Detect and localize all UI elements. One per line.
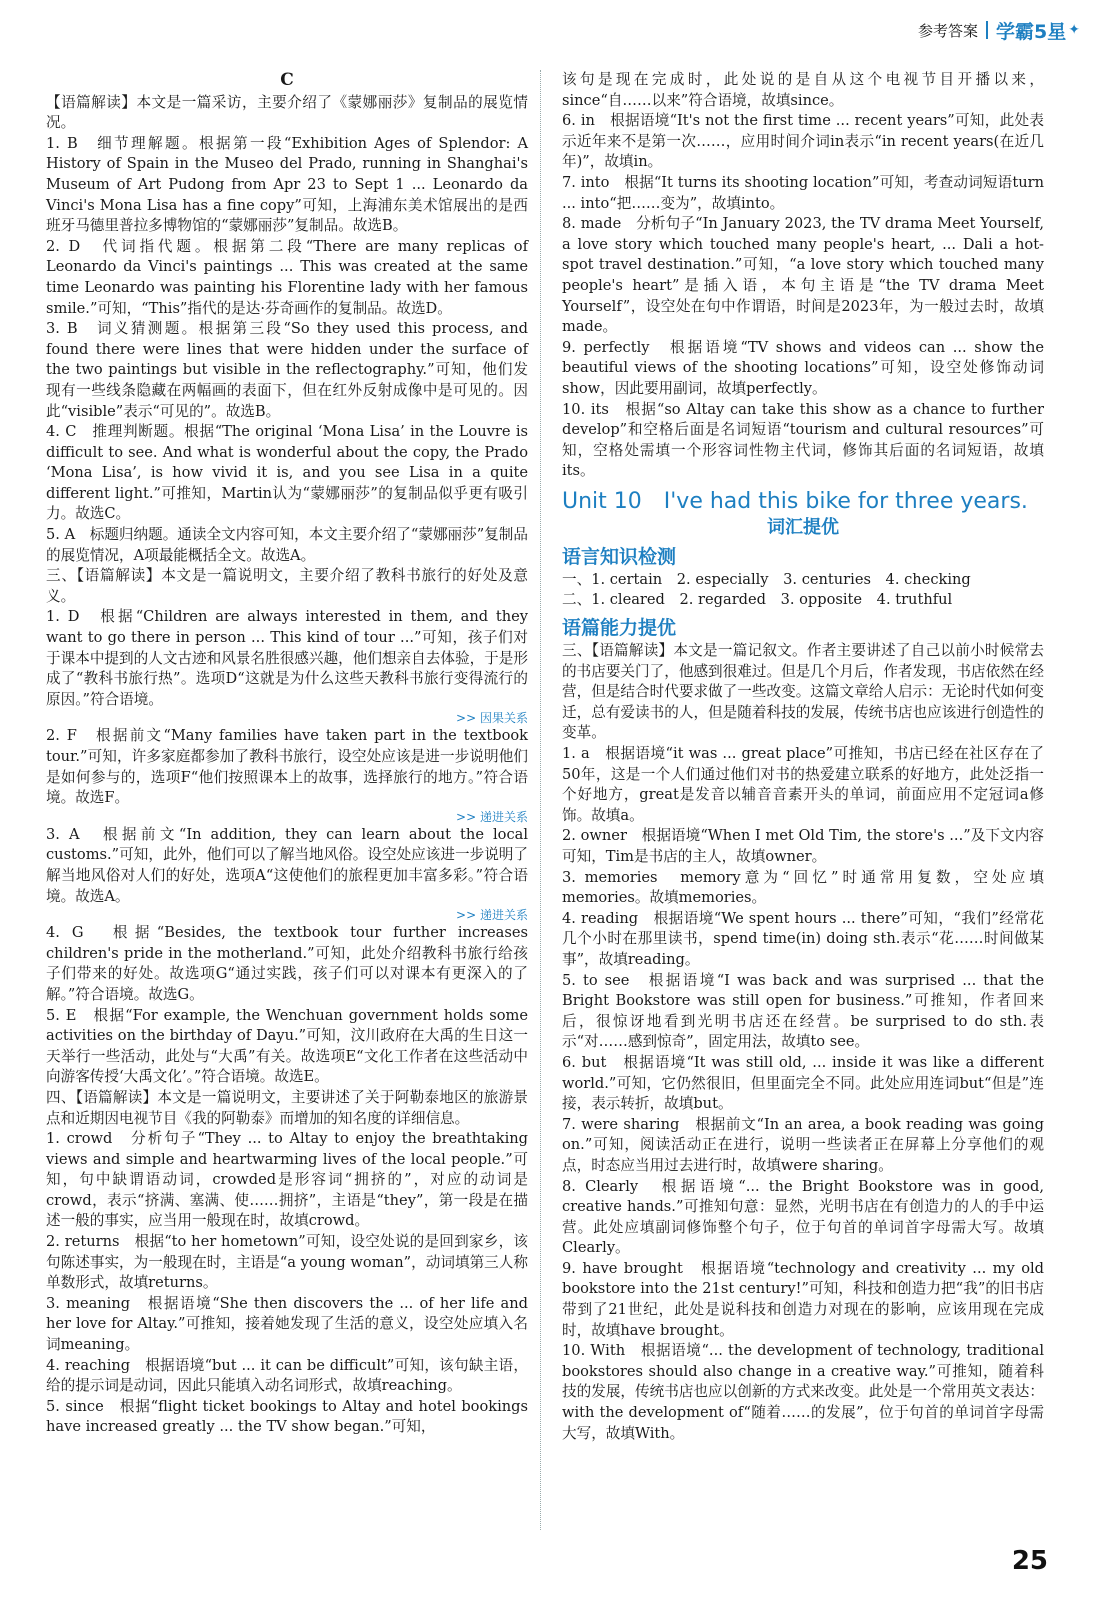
left-column [46, 70, 528, 1438]
answer-paragraph: 三、【语篇解读】本文是一篇记叙文。作者主要讲述了自己以前小时候常去的书店要关门了，他感到很难过。但是几个月后，作者发现，书店依然在经营，但是结合时代要求做了一些改变。这篇文章给人启示：无论时代如何变迁，总有爱读书的人，但是随着科技的发展，传统书店也应该进行创造性的变革。 [562, 642, 1044, 742]
answer-paragraph: 3. A 根据前文“In addition, they can learn about the local customs.”可知，此外，他们可以了解当地风俗。设空处应该进一步说明了解当地风俗对人们的好处，选项A“这使他们的旅程更加丰富多彩。”符合语境。故选A。 [46, 825, 528, 905]
answer-paragraph: 2. F 根据前文“Many families have taken part in the textbook tour.”可知，许多家庭都参加了教科书旅行，设空处应该是进一步说明他们是如何参与的，选项F“他们按照课本上的故事，选择旅行的地方。”符合语境。故选F。 [46, 727, 528, 807]
relation-tag: >> 递进关系 [456, 809, 528, 824]
answer-paragraph: 5. A 标题归纳题。通读全文内容可知，本文主要介绍了“蒙娜丽莎”复制品的展览情况，A项最能概括全文。故选A。 [46, 526, 528, 564]
answer-paragraph: 三、【语篇解读】本文是一篇说明文，主要介绍了教科书旅行的好处及意义。 [46, 567, 528, 605]
unit-subtitle: 词汇提优 [767, 516, 839, 538]
answer-paragraph: 6. but 根据语境“It was still old, ... inside it was like a different world.”可知，它仍然很旧，但里面完全不同。此处应用连词but“但是”连接，表示转折，故填but。 [562, 1053, 1044, 1113]
page-number: 25 [1011, 1546, 1048, 1576]
section-heading-vocab: 语言知识检测 [562, 545, 677, 568]
answer-paragraph: 【语篇解读】本文是一篇采访，主要介绍了《蒙娜丽莎》复制品的展览情况。 [46, 93, 528, 132]
answer-paragraph: 10. With 根据语境“... the development of technology, traditional bookstores should also change in a creative way.”可推知，随着科技的发展，传统书店也应以创新的方式来改变。此处是一个常用英文表达：with the development of“随着……的发展”，位于句首的单词首字母需大写，故填With。 [562, 1342, 1044, 1442]
brand-logo: 学霸5星 [996, 20, 1067, 43]
vocab-answers-row: 二、1. cleared 2. regarded 3. opposite 4. truthful [562, 591, 953, 609]
answer-paragraph: 1. D 根据“Children are always interested in them, and they want to go there in person ... This kind of tour ...”可知，孩子们对于课本中提到的人文古迹和风景名胜很感兴趣，他们想亲自去体验，于是形成了“教科书旅行热”。选项D“这就是为什么这些天教科书旅行变得流行的原因。”符合语境。 [46, 608, 528, 708]
answer-paragraph: 4. reaching 根据语境“but ... it can be difficult”可知，该句缺主语，给的提示词是动词，因此只能填入动名词形式，故填reaching。 [46, 1356, 528, 1395]
answer-paragraph: 1. a 根据语境“it was ... great place”可推知，书店已经在社区存在了50年，这是一个人们通过他们对书的热爱建立联系的好地方，此处泛指一个好地方，great是发音以辅音音素开头的单词，前面应用不定冠词a修饰。故填a。 [562, 745, 1044, 824]
answer-paragraph: 该句是现在完成时，此处说的是自从这个电视节目开播以来，since“自……以来”符合语境，故填since。 [562, 71, 1044, 109]
answer-paragraph: 2. D 代词指代题。根据第二段“There are many replicas of Leonardo da Vinci's paintings ... This was created at the same time Leonardo was painting his Florentine lady with her famous smile.”可知，“This”指代的是达·芬奇画作的复制品。故选D。 [46, 237, 528, 317]
answer-paragraph: 7. were sharing 根据前文“In an area, a book reading was going on.”可知，阅读活动正在进行，说明一些读者正在屏幕上分享他们的观点，时态应当用过去进行时，故填were sharing。 [562, 1115, 1044, 1174]
answer-paragraph: 4. G 根据“Besides, the textbook tour further increases children's pride in the motherland.”可知，此处介绍教科书旅行给孩子们带来的好处。故选项G“通过实践，孩子们可以对课本有更深入的了解。”符合语境。故选G。 [46, 924, 528, 1003]
unit-title: Unit 10 I've had this bike for three years. [562, 488, 1028, 514]
answer-paragraph: 5. to see 根据语境“I was back and was surprised ... that the Bright Bookstore was still open for business.”可推知，作者回来后，很惊讶地看到光明书店还在经营。be surprised to do sth.表示“对……感到惊奇”，固定用法，故填to see。 [562, 971, 1044, 1051]
answer-paragraph: 2. returns 根据“to her hometown”可知，设空处说的是回到家乡，该句陈述事实，为一般现在时，主语是“a young woman”，动词填第三人称单数形式，故填returns。 [46, 1233, 528, 1292]
section-heading-ability: 语篇能力提优 [562, 617, 677, 640]
star-icon: ✦ [1068, 22, 1080, 38]
answer-paragraph: 6. in 根据语境“It's not the first time ... recent years”可知，此处表示近年来不是第一次……，应用时间介词in表示“in recent years(在近几年)”，故填in。 [562, 112, 1044, 171]
answer-paragraph: 1. B 细节理解题。根据第一段“Exhibition Ages of Splendor: A History of Spain in the Museo del Prado, running in Shanghai's Museum of Art Pudong from Apr 23 to Sept 1 ... Leonardo da Vinci's Mona Lisa has a fine copy”可知，上海浦东美术馆展出的是西班牙马德里普拉多博物馆的“蒙娜丽莎”复制品。故选B。 [46, 134, 528, 235]
section-heading-c: C [280, 70, 294, 90]
relation-tag-text: 因果关系 [479, 711, 528, 726]
relation-tag-text: 递进关系 [479, 809, 528, 824]
vocab-answers-row: 一、1. certain 2. especially 3. centuries 4. checking [562, 570, 971, 588]
column-divider [540, 70, 541, 1530]
answer-paragraph: 2. owner 根据语境“When I met Old Tim, the store's ...”及下文内容可知，Tim是书店的主人，故填owner。 [562, 827, 1044, 865]
answer-paragraph: 7. into 根据“It turns its shooting location”可知，考查动词短语turn ... into“把……变为”，故填into。 [562, 173, 1044, 212]
answer-paragraph: 3. meaning 根据语境“She then discovers the ... of her life and her love for Altay.”可推知，接着她发现了生活的意义，设空处应填入名词meaning。 [46, 1294, 528, 1354]
answer-paragraph: 5. E 根据“For example, the Wenchuan government holds some activities on the birthday of Dayu.”可知，汶川政府在大禹的生日这一天举行一些活动，此处与“大禹”有关。故选项E“文化工作者在这些活动中向游客传授‘大禹文化’。”符合语境。故选E。 [46, 1006, 528, 1086]
answer-paragraph: 3. memories memory意为“回忆”时通常用复数，空处应填memories。故填memories。 [562, 868, 1044, 907]
answer-paragraph: 9. have brought 根据语境“technology and creativity ... my old bookstore into the 21st century!”可知，科技和创造力把“我”的旧书店带到了21世纪，此处是说科技和创造力对现在的影响，应该用现在完成时，故填have brought。 [562, 1259, 1044, 1339]
answer-paragraph: 1. crowd 分析句子“They ... to Altay to enjoy the breathtaking views and simple and heartwarming lives of the local people.”可知，句中缺谓语动词，crowded是形容词“拥挤的”，对应的动词是crowd，表示“挤满、塞满、使……拥挤”，主语是“they”，第一段是在描述一般的事实，应当用一般现在时，故填crowd。 [46, 1130, 528, 1230]
relation-tag: >> 因果关系 [456, 711, 528, 726]
answer-paragraph: 10. its 根据“so Altay can take this show as a chance to further develop”和空格后面是名词短语“tourism and cultural resources”可知，空格处需填一个形容词性物主代词，修饰其后面的名词短语，故填its。 [562, 400, 1044, 480]
answer-paragraph: 四、【语篇解读】本文是一篇说明文，主要讲述了关于阿勒泰地区的旅游景点和近期因电视节目《我的阿勒泰》而增加的知名度的详细信息。 [46, 1088, 528, 1127]
answer-paragraph: 4. C 推理判断题。根据“The original ‘Mona Lisa’ in the Louvre is difficult to see. And what is wonderful about the copy, the Prado ‘Mona Lisa’, is how vivid it is, and you see Lisa in a quite different light.”可推知，Martin认为“蒙娜丽莎”的复制品似乎更有吸引力。故选C。 [46, 423, 528, 523]
answer-paragraph: 8. Clearly 根据语境“... the Bright Bookstore was in good, creative hands.”可推知句意：显然，光明书店在有创造力的人的手中运营。此处应填副词修饰整个句子，位于句首的单词首字母需大写。故填Clearly。 [562, 1177, 1044, 1257]
answer-paragraph: 9. perfectly 根据语境“TV shows and videos can ... show the beautiful views of the shooting locations”可知，设空处修饰动词show，因此要用副词，故填perfectly。 [562, 338, 1044, 397]
header-label: 参考答案 [918, 21, 979, 40]
relation-tag-text: 递进关系 [479, 908, 528, 923]
answer-paragraph: 8. made 分析句子“In January 2023, the TV drama Meet Yourself, a love story which touched many people's heart, ... Dali a hot-spot travel destination.”可知，“a love story which touched many people's heart”是插入语，本句主语是“the TV drama Meet Yourself”，设空处在句中作谓语，时间是2023年，为一般过去时，故填made。 [562, 215, 1044, 336]
header-separator [986, 21, 988, 39]
answer-paragraph: 4. reading 根据语境“We spent hours ... there”可知，“我们”经常花几个小时在那里读书，spend time(in) doing sth.表示“花……时间做某事”，故填reading。 [562, 909, 1044, 968]
relation-tag: >> 递进关系 [456, 908, 528, 923]
right-column [562, 70, 1044, 1444]
answer-paragraph: 3. B 词义猜测题。根据第三段“So they used this process, and found there were lines that were hidden under the surface of the two paintings but visible in the reflectography.”可知，他们发现有一些线条隐藏在两幅画的表面下，但在红外反射成像中是可见的。因此“visible”表示“可见的”。故选B。 [46, 320, 528, 420]
page-header [918, 10, 1080, 50]
answer-paragraph: 5. since 根据“flight ticket bookings to Altay and hotel bookings have increased greatly ... the TV show began.”可知， [46, 1397, 528, 1436]
